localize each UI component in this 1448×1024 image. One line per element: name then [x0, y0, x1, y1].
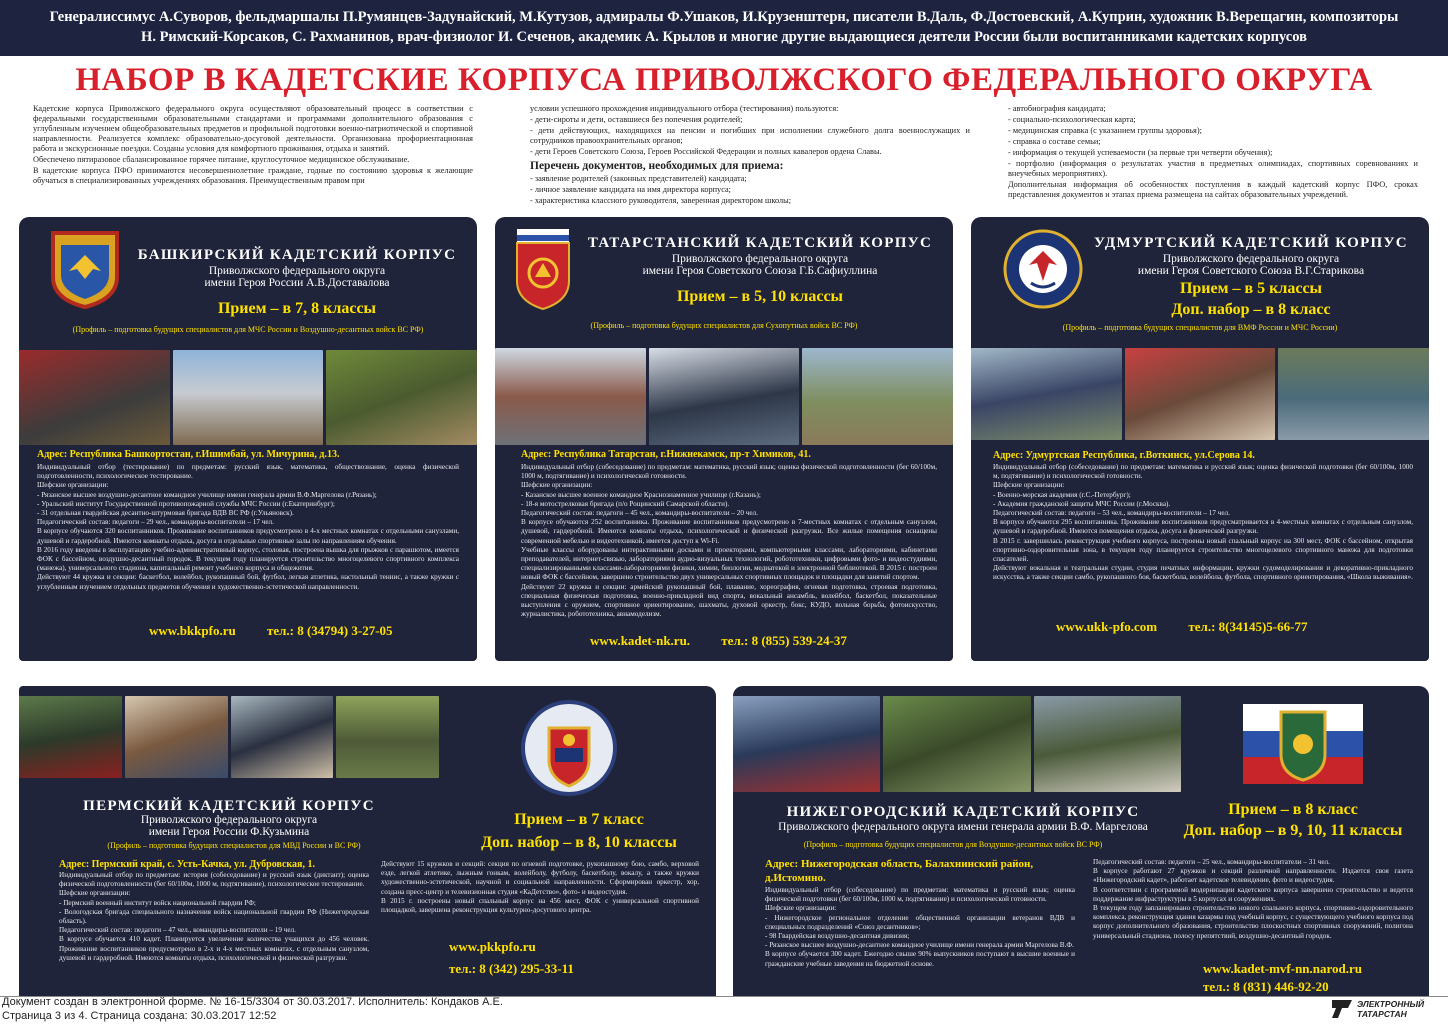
card-subtitle: Приволжского федерального округа имени генерала армии В.Ф. Маргелова — [778, 821, 1148, 833]
website-link[interactable]: www.pkkpfo.ru — [449, 939, 536, 954]
photo-cadets-workshop — [1125, 348, 1276, 440]
photo-parade-square — [495, 348, 646, 445]
photo-classroom — [649, 348, 800, 445]
card-paragraph: Педагогический состав: педагоги – 53 чел., командиры-воспитатели – 17 чел. — [993, 509, 1230, 518]
document-item: - личное заявление кандидата на имя директора корпуса; — [530, 185, 731, 194]
admission-info: Прием – в 5 классы — [1179, 280, 1323, 297]
photo-flag-bearers — [971, 348, 1122, 440]
card-title: ПЕРМСКИЙ КАДЕТСКИЙ КОРПУС — [83, 798, 375, 814]
card-paragraph: - Уральский институт Государственной противопожарной службы МЧС России (г.Екатеринбург); — [37, 499, 335, 508]
address: Адрес: Республика Башкортостан, г.Ишимбай, ул. Мичурина, д.13. — [37, 449, 340, 460]
photo-strip — [733, 696, 1181, 792]
nizhny-flag-emblem-icon — [1243, 704, 1363, 784]
card-subtitle: Приволжского федерального округа — [1162, 253, 1340, 265]
document-item: - заявление родителей (законных представителей) кандидата; — [530, 174, 747, 183]
intro-additional-info: Дополнительная информация об особенностях поступления в каждый кадетский корпус ПФО, сроках представления документов и этапах приема размещена на сайтах образовательных учреждений. — [1008, 180, 1418, 199]
card-paragraph: Педагогический состав: педагоги – 47 чел., командиры-воспитатели – 19 чел. — [59, 926, 296, 935]
footer-page-info: Страница 3 из 4. Страница создана: 30.03.2017 12:52 — [2, 1010, 277, 1022]
phone-number: тел.: 8 (855) 539-24-37 — [721, 633, 847, 648]
perm-police-emblem-icon — [519, 698, 619, 800]
photo-banner-parade — [733, 696, 880, 792]
top-banner — [0, 0, 1448, 56]
card-body-text — [993, 463, 1413, 608]
card-paragraph: Индивидуальный отбор (собеседование) по предметам: математика и русский язык; оценка физической подготовки (бег 60/100м, 1000 м, подтягивание) и психологической готовности. — [765, 886, 1075, 904]
contacts — [449, 936, 574, 980]
card-paragraph: Действуют 15 кружков и секций: секция по огневой подготовке, рукопашному бою, самбо, верховой езде, легкой атлетике, лыжным гонкам, волейболу, футболу, баскетболу, вокалу, а также кружки художественно-эстетической, научной и социальной направленности. Сформирован оркестр, хор, создана пресс-центр и телевизионная студия «КаДетство», фото- и видеостудия. — [381, 860, 699, 896]
website-link[interactable]: www.bkkpfo.ru — [149, 623, 236, 638]
photo-obstacle-course — [802, 348, 953, 445]
document-item: - информация о текущей успеваемости (за первые три четверти обучения); — [1008, 148, 1273, 157]
card-paragraph: Шефские организации: — [765, 904, 837, 913]
card-bashkir-corps — [19, 217, 477, 661]
card-paragraph: Шефские организации: — [521, 481, 593, 490]
photo-rescue-boat — [1278, 348, 1429, 440]
profile-note: (Профиль – подготовка будущих специалистов для МВД России и ВС РФ) — [107, 841, 361, 850]
card-subtitle: Приволжского федерального округа — [140, 814, 318, 826]
website-link[interactable]: www.kadet-nk.ru. — [590, 633, 691, 648]
document-item: - справка о составе семьи; — [1008, 137, 1101, 146]
address-line2: д.Истомино. — [765, 872, 826, 884]
card-paragraph: Шефские организации: — [993, 481, 1065, 490]
documents-heading: Перечень документов, необходимых для приема: — [530, 160, 784, 172]
photo-strip — [495, 348, 953, 445]
logo-text: ЭЛЕКТРОННЫЙ ТАТАРСТАН — [1357, 999, 1425, 1019]
photo-strip — [19, 696, 439, 778]
website-link[interactable]: www.ukk-pfo.com — [1056, 619, 1158, 634]
profile-note: (Профиль – подготовка будущих специалистов для Сухопутных войск ВС РФ) — [590, 321, 858, 330]
card-body-text — [37, 463, 459, 613]
card-paragraph: Педагогический состав: педагоги – 29 чел., командиры-воспитатели – 17 чел. — [37, 518, 274, 527]
contacts — [1203, 960, 1362, 996]
bashkir-shield-emblem-icon — [49, 229, 121, 309]
card-body-text — [521, 463, 937, 623]
intro-paragraph: В кадетские корпуса ПФО принимаются несовершеннолетние граждане, годные по состоянию здоровья к желающие обучаться в специализированных учреждениях образования. Преимущественным правом при — [33, 166, 473, 185]
intro-column-1 — [33, 104, 473, 187]
profile-note: (Профиль – подготовка будущих специалистов для Воздушно-десантных войск ВС РФ) — [803, 840, 1103, 849]
card-paragraph: Индивидуальный отбор (тестирование) по предметам: русский язык, математика, обществознание, оценка физической подготовленности, психологическое тестирование. — [37, 463, 459, 481]
photo-armored-vehicle — [336, 696, 439, 778]
card-paragraph: В текущем году запланировано строительство нового спального корпуса, спортивно-оздоровительного комплекса, реконструкция здания казармы под учебный корпус, с существующего учебного корпуса под корпус дополнительного образования, строительство плоскостных спортивных сооружений, полигона универсальный стадиона, полосу препятствий, воздушно-десантный городок. — [1093, 904, 1413, 940]
address: Адрес: Удмуртская Республика, г.Воткинск, ул.Серова 14. — [993, 450, 1255, 461]
additional-admission-info: Доп. набор – в 8, 10 классы — [481, 834, 677, 851]
card-subtitle: Приволжского федерального округа — [671, 253, 849, 265]
profile-note: (Профиль – подготовка будущих специалистов для МЧС России и Воздушно-десантных войск ВС РФ) — [72, 325, 424, 334]
electronic-tatarstan-logo — [1330, 998, 1440, 1020]
card-paragraph: - Академия гражданской защиты МЧС России (г.Москва). — [993, 499, 1171, 508]
udmurt-round-emblem-icon — [1003, 229, 1083, 309]
contacts — [1056, 619, 1335, 635]
card-paragraph: В 2015 г. завершилась реконструкция учебного корпуса, построены новый спальный корпус на 300 мест, ФОК с бассейном, открытая спортивно-оздоровительная зона, в текущем году планируется строительство многоцелевого спортивного манежа для подготовки спасателей. — [993, 536, 1413, 564]
card-tatar-corps — [495, 217, 953, 661]
photo-training-tower — [173, 350, 324, 445]
card-subtitle: Приволжского федерального округа — [208, 265, 386, 277]
card-paragraph: - 31 отдельная гвардейская десантно-штурмовая бригада ВДВ ВС РФ (г.Ульяновск). — [37, 509, 294, 518]
electronic-tatarstan-logo-icon — [1330, 998, 1354, 1020]
intro-paragraph: Обеспечено пятиразовое сбалансированное горячее питание, круглосуточное медицинское обслуживание. — [33, 155, 410, 164]
card-title: БАШКИРСКИЙ КАДЕТСКИЙ КОРПУС — [137, 247, 457, 263]
intro-paragraph: Кадетские корпуса Приволжского федерального округа осуществляют образовательный процесс в соответствии с федеральными государственными образовательными стандартами и программами дополнительного образования с углубленным изучением общеобразовательных предметов и профильной подготовки военно-патриотической и спортивной направленности. Реализуется комплекс образовательно-досуговой деятельности. Организована профориентационная работа и экскурсионные поездки. Созданы условия для комфортного проживания, отдыха и занятий. — [33, 104, 473, 153]
card-title: ТАТАРСТАНСКИЙ КАДЕТСКИЙ КОРПУС — [587, 235, 933, 251]
contacts — [590, 633, 875, 649]
card-subtitle: имени Героя России Ф.Кузьмина — [148, 826, 310, 838]
card-subtitle: имени Героя России А.В.Доставалова — [204, 277, 390, 289]
card-paragraph: - 98 Гвардейская воздушно-десантная дивизия; — [765, 932, 910, 941]
card-paragraph: Действуют 22 кружка и секции: армейский рукопашный бой, плавание, хореография, огневая подготовка, строевая подготовка, специальная физическая подготовка, военно-прикладной вид спорта, вокальный ансамбль, волейбол, баскетбол, показательные выступления с оружием, спортивное ориентирование, шахматы, духовой оркестр, бокс, КУДО, вольная борьба, фотоискусство, журналистика, робототехника, авиамоделизм. — [521, 582, 937, 619]
phone-number: тел.: 8 (34794) 3-27-05 — [266, 623, 393, 638]
card-paragraph: В 2016 году введены в эксплуатацию учебно-административный корпус, столовая, построена вышка для прыжков с парашютом, имеется ФОК с бассейном, воздушно-десантный городок. В текущем году планируется строительство многоцелевого спортивного комплекса (манежа), универсального стадиона, капитальный ремонт учебного корпуса и общежития. — [37, 545, 459, 573]
document-footer — [0, 996, 1448, 1024]
document-item: - характеристика классного руководителя, заверенная директором школы; — [530, 196, 792, 205]
card-paragraph: - Рязанское высшее воздушно-десантное командное училище имени генерала армии В.Ф.Маргелова (г.Рязань); — [37, 490, 377, 499]
address: Адрес: Республика Татарстан, г.Нижнекамск, пр-т Химиков, 41. — [521, 449, 811, 460]
profile-note: (Профиль – подготовка будущих специалистов для ВМФ России и МЧС России) — [1062, 323, 1338, 332]
card-paragraph: - Пермский военный институт войск национальной гвардии РФ; — [59, 898, 256, 907]
card-nizhny-corps — [733, 686, 1429, 996]
card-paragraph: В корпусе обучается 300 кадет. Ежегодно свыше 90% выпускников поступают в высшие военные и гражданские учебные заведения на бюджетной основе. — [765, 950, 1075, 968]
card-paragraph: Шефские организации: — [37, 481, 109, 490]
card-paragraph: Индивидуальный отбор (собеседование) по предметам: математика и русский язык; оценка физической подготовки (бег 60/100м, 1000 м, подтягивание) и психологической готовности. — [993, 463, 1413, 481]
card-title: НИЖЕГОРОДСКИЙ КАДЕТСКИЙ КОРПУС — [786, 804, 1140, 820]
card-body-text-right — [381, 860, 699, 932]
card-paragraph: В корпусе обучаются 320 воспитанников. Проживание воспитанников предусмотрено в 4-х местных комнатах с отдельными санузлами, душевой и гардеробной. Имеются комнаты отдыха, досуга и отдельные спортивные залы по направлениям обучения. — [37, 527, 459, 545]
address-line1: Адрес: Нижегородская область, Балахнинский район, — [765, 858, 1034, 870]
card-paragraph: В корпусе обучается 410 кадет. Планируется увеличение количества учащихся до 456 человек. Проживание воспитанников предусмотрено в 2-х и 4-х местных комнатах, с отдельным санузлом, душевой и гардеробной. Имеются комнаты отдыха, психологической и физической разгрузки. — [59, 935, 369, 962]
card-paragraph: Действуют 44 кружка и секции: баскетбол, волейбол, рукопашный бой, футбол, легкая атлетика, настольный теннис, а также кружки с углубленным изучением отдельных предметов обучения и художественно-эстетической направленности. — [37, 573, 459, 591]
document-item: - медицинская справка (с указанием группы здоровья); — [1008, 126, 1202, 135]
phone-number: тел.: 8 (342) 295-33-11 — [449, 961, 574, 976]
card-udmurt-corps — [971, 217, 1429, 661]
card-paragraph: Шефские организации: — [59, 889, 131, 898]
address: Адрес: Пермский край, с. Усть-Качка, ул. Дубровская, 1. — [59, 859, 315, 870]
phone-number: тел.: 8(34145)5-66-77 — [1188, 619, 1308, 634]
photo-cadet-lab — [125, 696, 228, 778]
card-title: УДМУРТСКИЙ КАДЕТСКИЙ КОРПУС — [1094, 235, 1408, 251]
card-body-text-left — [765, 886, 1075, 990]
card-paragraph: Педагогический состав: педагоги – 45 чел., командиры-воспитатели – 20 чел. — [521, 509, 758, 518]
card-paragraph: - Рязанское высшее воздушно-десантное командное училище имени генерала армии Маргелова В.Ф. — [765, 941, 1074, 950]
top-banner-line1: Генералиссимус А.Суворов, фельдмаршалы П.Румянцев-Задунайский, М.Кутузов, адмиралы Ф.Ушаков, И.Крузенштерн, писатели В.Даль, Ф.Достоевский, А.Куприн, художник В.Верещагин, композиторы — [49, 9, 1399, 25]
document-item: - автобиография кандидата; — [1008, 104, 1106, 113]
document-item: - социально-психологическая карта; — [1008, 115, 1136, 124]
photo-cadet-teacher — [231, 696, 334, 778]
page-headline: НАБОР В КАДЕТСКИЕ КОРПУСА ПРИВОЛЖСКОГО ФЕДЕРАЛЬНОГО ОКРУГА — [75, 62, 1373, 98]
card-body-text-right — [1093, 858, 1413, 958]
card-perm-corps — [19, 686, 716, 996]
website-link[interactable]: www.kadet-mvf-nn.narod.ru — [1203, 961, 1363, 976]
photo-cadets-parade — [19, 350, 170, 445]
card-paragraph: - Казанское высшее военное командное Краснознаменное училище (г.Казань); — [521, 490, 761, 499]
contacts — [149, 623, 421, 639]
admission-info: Прием – в 7 класс — [514, 811, 644, 828]
card-paragraph: - Вологодская бригада специального назначения войск национальной гвардии РФ (Нижегородская область). — [59, 907, 369, 926]
intro-line: - дети Героев Советского Союза, Героев Российской Федерации и полных кавалеров ордена Славы. — [530, 147, 882, 156]
intro-line: условии успешного прохождения индивидуального отбора (тестирования) пользуются: — [530, 104, 839, 113]
admission-info: Прием – в 5, 10 классы — [676, 288, 844, 305]
photo-cadets-rifles — [883, 696, 1030, 792]
card-paragraph: Действуют вокальная и театральная студии, студия печатных информации, кружки судомоделирования и декоративно-прикладного искусства, а также секции самбо, рукопашного боя, баскетбола, волейбола, футбола, спортивного ориентирования, «Школа выживания». — [993, 564, 1413, 582]
photo-strip — [19, 350, 477, 445]
card-paragraph: Индивидуальный отбор (собеседование) по предметам: математика, русский язык; оценка физической подготовленности (бег 60/100м, 1000 м, подтягивание) и психологической готовности. — [521, 463, 937, 481]
card-paragraph: В корпусе работают 27 кружков и секций различной направленности. Издается своя газета «Нижегородский кадет», работает кадетское телевидение, фото и видеостудия. — [1093, 867, 1413, 885]
card-paragraph: Педагогический состав: педагоги – 25 чел., командиры-воспитатели – 31 чел. — [1093, 858, 1330, 866]
tatar-shield-emblem-icon — [513, 227, 573, 311]
intro-column-3 — [1008, 104, 1418, 201]
card-paragraph: В корпусе обучаются 252 воспитанника. Проживание воспитанников предусмотрено в 7-местных комнатах с отдельным санузлом, душевой, гардеробной. Имеются комнаты отдыха, психологической и физической разгрузки. Все жилые помещения оснащены современной мебелью и видеотехникой, имеется доступ к Wi-Fi. — [521, 518, 937, 545]
photo-cadets-field — [326, 350, 477, 445]
card-paragraph: В соответствии с программой модернизации кадетского корпуса завершено строительство и ведется поддержание инфраструктуры в 5 корпусах и сооружениях. — [1093, 885, 1413, 903]
admission-info: Прием – в 7, 8 классы — [217, 300, 377, 317]
card-subtitle: имени Героя Советского Союза В.Г.Старикова — [1137, 265, 1365, 277]
photo-parade-flag — [19, 696, 122, 778]
phone-number: тел.: 8 (831) 446-92-20 — [1203, 979, 1329, 994]
card-subtitle: имени Героя Советского Союза Г.Б.Сафиуллина — [642, 265, 878, 277]
admission-info: Прием – в 8 класс — [1228, 801, 1358, 818]
photo-strip — [971, 348, 1429, 440]
card-paragraph: В корпусе обучаются 295 воспитанника. Проживание воспитанников предусматривается в 4-местных комнатах с отдельным санузлом, душевой и гардеробной. Имеются помещения отдыха, досуга и физической разгрузки. — [993, 518, 1413, 536]
card-paragraph: - 18-я мотострелковая бригада (п/о Рощинский Самарской области). — [521, 499, 730, 508]
photo-combat-training — [1034, 696, 1181, 792]
card-paragraph: - Военно-морская академия (г.С.-Петербург); — [993, 490, 1131, 499]
top-banner-line2: Н. Римский-Корсаков, С. Рахманинов, врач-физиолог И. Сеченов, академик А. Крылов и многие другие выдающиеся деятели России были воспитанниками кадетских корпусов — [141, 29, 1307, 45]
additional-admission-info: Доп. набор – в 8 класс — [1171, 301, 1331, 318]
intro-line: - дети-сироты и дети, оставшиеся без попечения родителей; — [530, 115, 743, 124]
document-item: - портфолио (информация о результатах участия в предметных олимпиадах, спортивных соревнованиях и внеучебных мероприятиях). — [1008, 159, 1418, 178]
additional-admission-info: Доп. набор – в 9, 10, 11 классы — [1183, 822, 1403, 839]
card-paragraph: Индивидуальный отбор по предметам: история (собеседование) и русский язык (диктант); оценка физической подготовленности (бег 60/100м, 1000 м, подтягивание), психологическое тестирование. — [59, 871, 369, 889]
card-paragraph: Учебные классы оборудованы интерактивными досками и проекторами, компьютерными классами, лабораториями, кабинетами преподавателей, интернет-связью, лабораториями аудио-визуальных технологий, робототехники, цифровыми фото- и видеостудиями, специализированными классами-лабораториями физики, химии, биологии, медиатекой и электронной библиотекой. В 2015 г. построен новый ФОК с бассейном, завершено строительство двух универсальных спортивных площадок и площадки для занятий спортом. — [521, 545, 937, 582]
card-body-text-left — [59, 871, 369, 983]
footer-document-info: Документ создан в электронной форме. № 16-15/3304 от 30.03.2017. Исполнитель: Кондаков А.Е. — [2, 996, 503, 1008]
card-paragraph: В 2015 г. построены новый спальный корпус на 456 мест, ФОК с универсальной спортивной площадкой, завершена реконструкция культурно-досугового центра. — [381, 896, 699, 915]
card-paragraph: - Нижегородское региональное отделение общественной организации ветеранов ВДВ и специальных подразделений «Союз десантников»; — [765, 913, 1075, 931]
intro-column-2 — [530, 104, 970, 207]
intro-line: - дети действующих, находящихся на пенсии и погибших при исполнении служебного долга военнослужащих и сотрудников правоохранительных органов; — [530, 126, 970, 145]
